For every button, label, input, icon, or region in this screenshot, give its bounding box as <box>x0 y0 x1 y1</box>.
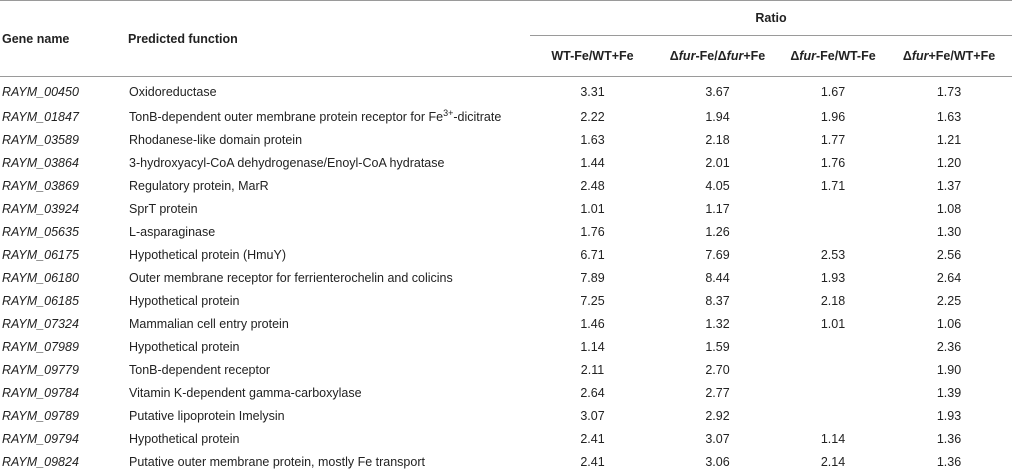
ratio-value-cell: 6.71 <box>580 247 605 262</box>
ratio-value-cell <box>780 381 886 404</box>
table-body <box>0 77 1012 473</box>
function-text: Hypothetical protein (HmuY) <box>129 247 287 262</box>
ratio-value-cell: 1.36 <box>936 454 962 469</box>
table-row <box>0 427 1012 450</box>
ratio-value-cell: 1.37 <box>936 178 962 193</box>
ratio-value-cell: 1.59 <box>705 339 730 354</box>
gene-name-cell: RAYM_09779 <box>2 362 79 377</box>
ratio-value-cell: 1.21 <box>936 132 962 147</box>
table-row <box>0 220 1012 243</box>
ratio-value-cell: 2.70 <box>705 362 730 377</box>
ratio-value-cell <box>780 335 886 358</box>
ratio-value-cell: 3.07 <box>580 408 605 423</box>
function-text: SprT protein <box>129 201 198 216</box>
ratio-value-cell: 8.44 <box>705 270 730 285</box>
header-row-1 <box>0 1 1012 36</box>
gene-name-cell: RAYM_03589 <box>2 132 79 147</box>
ratio-value-cell: 2.41 <box>580 454 605 469</box>
ratio-value-cell: 2.36 <box>936 339 962 354</box>
header-ratio-col-2-mid: -Fe/Δ <box>695 49 727 63</box>
ratio-value-cell: 1.93 <box>936 408 962 423</box>
predicted-function-cell <box>128 335 530 358</box>
predicted-function-cell <box>128 128 530 151</box>
ratio-value-cell: 2.53 <box>820 247 846 262</box>
ratio-value-cell: 2.41 <box>580 431 605 446</box>
function-text: TonB-dependent outer membrane protein receptor for Fe <box>129 109 444 124</box>
function-text: Outer membrane receptor for ferrienterochelin and colicins <box>129 270 453 285</box>
ratio-value-cell: 2.22 <box>580 109 605 124</box>
predicted-function-cell <box>128 450 530 473</box>
header-ratio-col-1 <box>530 36 655 77</box>
header-ratio-col-2-it1: fur <box>678 49 696 63</box>
ratio-value-cell: 2.77 <box>705 385 730 400</box>
ratio-value-cell: 1.71 <box>820 178 846 193</box>
ratio-value-cell: 2.14 <box>820 454 846 469</box>
ratio-value-cell: 1.14 <box>820 431 846 446</box>
ratio-value-cell: 2.18 <box>820 293 846 308</box>
ratio-value-cell: 3.31 <box>530 77 655 106</box>
table-row <box>0 312 1012 335</box>
ratio-value-cell: 1.96 <box>820 109 846 124</box>
table-row <box>0 105 1012 128</box>
function-text: Hypothetical protein <box>129 431 240 446</box>
ratio-value-cell: 1.76 <box>820 155 846 170</box>
header-ratio-col-2-post: +Fe <box>743 49 766 63</box>
ratio-value-cell: 1.14 <box>580 339 605 354</box>
ratio-value-cell: 2.18 <box>705 132 730 147</box>
table-row <box>0 243 1012 266</box>
ratio-value-cell: 7.89 <box>580 270 605 285</box>
predicted-function-cell <box>128 197 530 220</box>
ratio-value-cell: 2.64 <box>580 385 605 400</box>
gene-name-cell: RAYM_03864 <box>2 155 79 170</box>
gene-name-cell: RAYM_05635 <box>2 224 79 239</box>
predicted-function-cell <box>128 266 530 289</box>
ratio-value-cell: 1.08 <box>936 201 962 216</box>
header-ratio-col-3-pre: Δ <box>790 49 800 63</box>
function-text: L-asparaginase <box>129 224 216 239</box>
predicted-function-cell <box>128 151 530 174</box>
predicted-function-cell <box>128 312 530 335</box>
table-row <box>0 128 1012 151</box>
ratio-value-cell: 1.46 <box>580 316 605 331</box>
ratio-value-cell: 2.01 <box>705 155 730 170</box>
header-ratio-col-3-it1: fur <box>799 49 816 63</box>
ratio-value-cell <box>780 220 886 243</box>
ratio-value-cell: 7.25 <box>580 293 605 308</box>
gene-name-cell: RAYM_06185 <box>2 293 79 308</box>
function-text: Hypothetical protein <box>129 339 240 354</box>
table-row <box>0 197 1012 220</box>
predicted-function-cell <box>128 220 530 243</box>
ratio-value-cell: 1.44 <box>580 155 605 170</box>
gene-name-cell: RAYM_00450 <box>0 77 128 106</box>
ratio-value-cell: 1.30 <box>936 224 962 239</box>
function-text: TonB-dependent receptor <box>129 362 271 377</box>
gene-name-cell: RAYM_07989 <box>2 339 79 354</box>
gene-name-cell: RAYM_03924 <box>2 201 79 216</box>
ratio-value-cell: 1.63 <box>936 109 962 124</box>
table-row <box>0 404 1012 427</box>
ratio-value-cell <box>780 197 886 220</box>
predicted-function-cell <box>128 404 530 427</box>
header-ratio-col-2-pre: Δ <box>669 49 679 63</box>
header-ratio-col-1-pre: WT-Fe/WT+Fe <box>551 49 634 63</box>
ratio-value-cell: 1.63 <box>580 132 605 147</box>
ratio-value-cell: 1.90 <box>936 362 962 377</box>
gene-name-cell: RAYM_09794 <box>2 431 79 446</box>
ratio-value-cell: 1.26 <box>705 224 730 239</box>
header-gene-name: Gene name <box>2 31 70 46</box>
ratio-value-cell: 1.36 <box>936 431 962 446</box>
ratio-value-cell: 2.11 <box>580 362 605 377</box>
gene-name-cell: RAYM_09784 <box>2 385 79 400</box>
table-row <box>0 335 1012 358</box>
ratio-value-cell: 1.94 <box>705 109 730 124</box>
gene-name-cell: RAYM_09789 <box>2 408 79 423</box>
function-text-suffix: -dicitrate <box>453 109 502 124</box>
function-text: 3-hydroxyacyl-CoA dehydrogenase/Enoyl-CoA hydratase <box>129 155 445 170</box>
header-ratio-col-4-pre: Δ <box>902 49 912 63</box>
header-ratio-col-4-it1: fur <box>911 49 929 63</box>
ratio-value-cell: 1.32 <box>705 316 730 331</box>
predicted-function-cell <box>128 358 530 381</box>
header-ratio: Ratio <box>755 11 787 25</box>
table-row <box>0 381 1012 404</box>
ratio-value-cell: 1.76 <box>580 224 605 239</box>
header-ratio-col-3-mid: -Fe/WT-Fe <box>815 49 876 63</box>
ratio-value-cell: 1.01 <box>580 201 605 216</box>
ratio-value-cell: 1.73 <box>886 77 1012 106</box>
ratio-value-cell: 7.69 <box>705 247 730 262</box>
header-ratio-col-2-it2: fur <box>726 49 744 63</box>
header-ratio-col-3 <box>780 36 886 77</box>
gene-name-cell: RAYM_03869 <box>2 178 79 193</box>
ratio-value-cell: 3.06 <box>705 454 730 469</box>
table-row <box>0 358 1012 381</box>
ratio-value-cell: 1.39 <box>936 385 962 400</box>
function-text: Rhodanese-like domain protein <box>129 132 303 147</box>
ratio-value-cell <box>780 358 886 381</box>
ratio-value-cell: 2.25 <box>936 293 962 308</box>
header-predicted-function: Predicted function <box>128 31 238 46</box>
function-text: Hypothetical protein <box>129 293 240 308</box>
predicted-function-cell <box>128 381 530 404</box>
table-row <box>0 151 1012 174</box>
ratio-value-cell: 1.17 <box>705 201 730 216</box>
gene-name-cell: RAYM_09824 <box>2 454 79 469</box>
function-text: Putative outer membrane protein, mostly Fe transport <box>129 454 425 469</box>
function-text: Oxidoreductase <box>129 85 217 99</box>
ratio-value-cell: 2.48 <box>580 178 605 193</box>
function-text: Regulatory protein, MarR <box>129 178 269 193</box>
predicted-function-cell <box>128 289 530 312</box>
gene-name-cell: RAYM_07324 <box>2 316 79 331</box>
ratio-value-cell: 2.64 <box>936 270 962 285</box>
predicted-function-cell <box>128 427 530 450</box>
ratio-value-cell: 2.92 <box>705 408 730 423</box>
function-text: Putative lipoprotein Imelysin <box>129 408 285 423</box>
gene-name-cell: RAYM_01847 <box>2 109 79 124</box>
ratio-value-cell: 1.93 <box>820 270 846 285</box>
ratio-value-cell <box>780 404 886 427</box>
predicted-function-cell <box>128 77 530 106</box>
function-superscript: 3+ <box>443 107 454 118</box>
ratio-value-cell: 2.56 <box>936 247 962 262</box>
gene-name-cell: RAYM_06175 <box>2 247 79 262</box>
predicted-function-cell <box>128 243 530 266</box>
header-ratio-col-2 <box>655 36 780 77</box>
ratio-value-cell: 1.06 <box>936 316 962 331</box>
ratio-value-cell: 4.05 <box>705 178 730 193</box>
function-text: Vitamin K-dependent gamma-carboxylase <box>129 385 362 400</box>
header-ratio-col-4 <box>886 36 1012 77</box>
table-row <box>0 450 1012 473</box>
predicted-function-cell <box>128 105 530 128</box>
ratio-value-cell: 8.37 <box>705 293 730 308</box>
header-ratio-col-4-mid: +Fe/WT+Fe <box>928 49 996 63</box>
table-row <box>0 174 1012 197</box>
ratio-value-cell: 1.20 <box>936 155 962 170</box>
ratio-value-cell: 1.01 <box>820 316 846 331</box>
ratio-value-cell: 3.07 <box>705 431 730 446</box>
ratio-value-cell: 1.77 <box>820 132 846 147</box>
ratio-value-cell: 3.67 <box>655 77 780 106</box>
table-row <box>0 77 1012 106</box>
ratio-value-cell: 1.67 <box>780 77 886 106</box>
table-row <box>0 266 1012 289</box>
gene-name-cell: RAYM_06180 <box>2 270 79 285</box>
predicted-function-cell <box>128 174 530 197</box>
function-text: Mammalian cell entry protein <box>129 316 289 331</box>
table-row <box>0 289 1012 312</box>
